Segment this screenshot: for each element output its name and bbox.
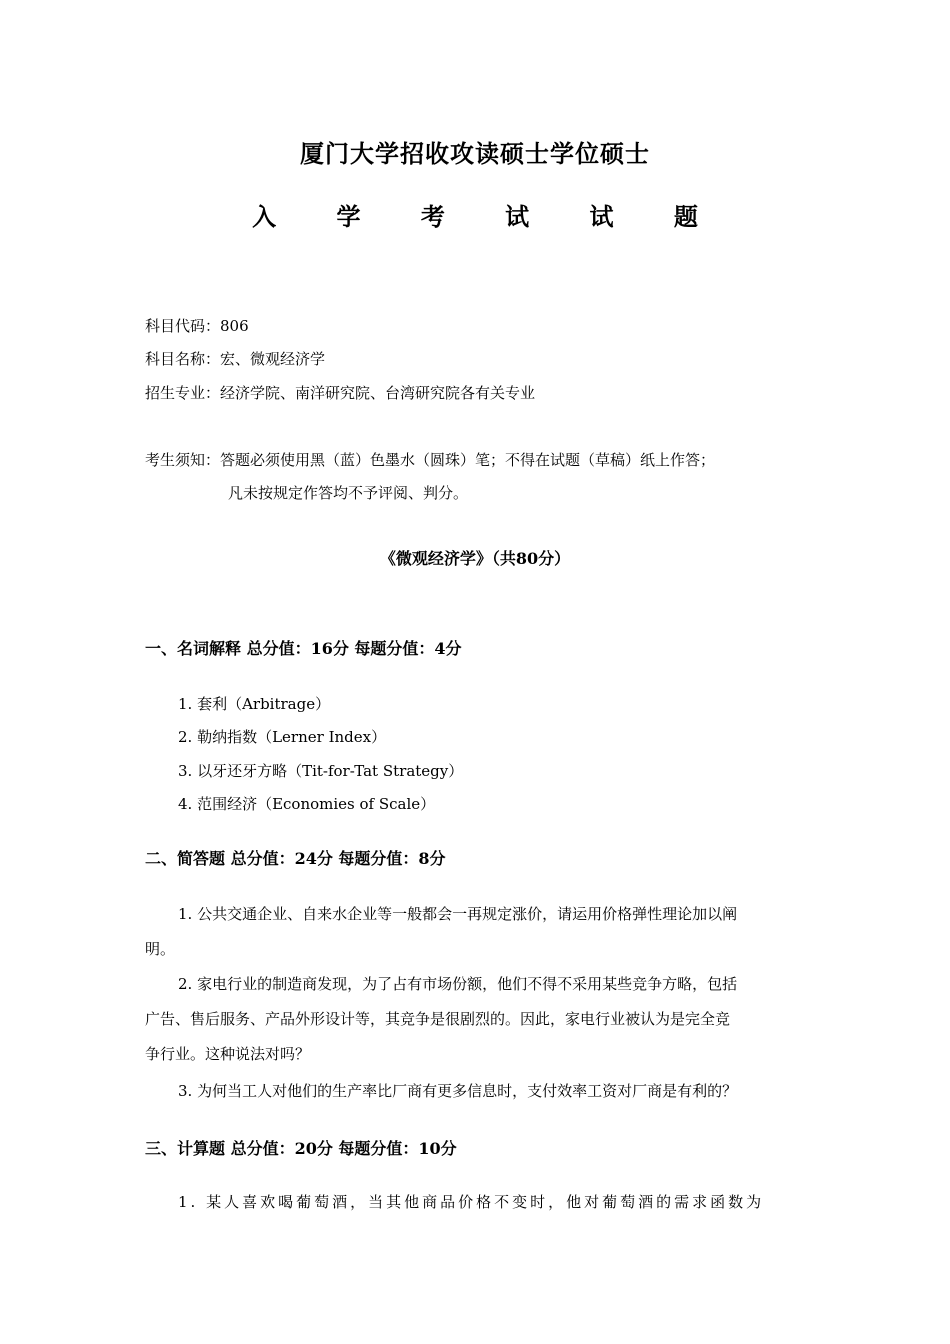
- list-item: 2. 勒纳指数（Lerner Index）: [178, 728, 387, 746]
- question-text: 争行业。这种说法对吗？: [145, 1045, 311, 1063]
- majors: 招生专业：经济学院、南洋研究院、台湾研究院各有关专业: [145, 384, 536, 402]
- section-3-heading: 三、计算题 总分值：20分 每题分值：10分: [145, 1139, 457, 1158]
- list-item: 4. 范围经济（Economies of Scale）: [178, 795, 436, 813]
- question-text: 明。: [145, 940, 176, 958]
- list-item: 1. 套利（Arbitrage）: [178, 695, 331, 713]
- page-subtitle: 入 学 考 试 试 题: [252, 202, 724, 231]
- notice-line-2: 凡未按规定作答均不予评阅、判分。: [228, 484, 469, 502]
- section-1-heading: 一、名词解释 总分值：16分 每题分值：4分: [145, 639, 462, 658]
- question-text: 1. 某人喜欢喝葡萄酒，当其他商品价格不变时，他对葡萄酒的需求函数为: [178, 1193, 765, 1211]
- notice-line-1: 考生须知：答题必须使用黑（蓝）色墨水（圆珠）笔；不得在试题（草稿）纸上作答；: [145, 451, 716, 469]
- question-text: 2. 家电行业的制造商发现，为了占有市场份额，他们不得不采用某些竞争方略，包括: [178, 975, 738, 993]
- question-text: 广告、售后服务、产品外形设计等，其竞争是很剧烈的。因此，家电行业被认为是完全竞: [145, 1010, 731, 1028]
- question-text: 1. 公共交通企业、自来水企业等一般都会一再规定涨价，请运用价格弹性理论加以阐: [178, 905, 738, 923]
- part-title: 《微观经济学》（共80分）: [379, 549, 571, 568]
- question-text: 3. 为何当工人对他们的生产率比厂商有更多信息时，支付效率工资对厂商是有利的？: [178, 1082, 738, 1100]
- subject-code: 科目代码：806: [145, 317, 249, 335]
- list-item: 3. 以牙还牙方略（Tit-for-Tat Strategy）: [178, 762, 464, 780]
- page-title: 厦门大学招收攻读硕士学位硕士: [300, 139, 650, 168]
- section-2-heading: 二、简答题 总分值：24分 每题分值：8分: [145, 849, 446, 868]
- subject-name: 科目名称：宏、微观经济学: [145, 350, 326, 368]
